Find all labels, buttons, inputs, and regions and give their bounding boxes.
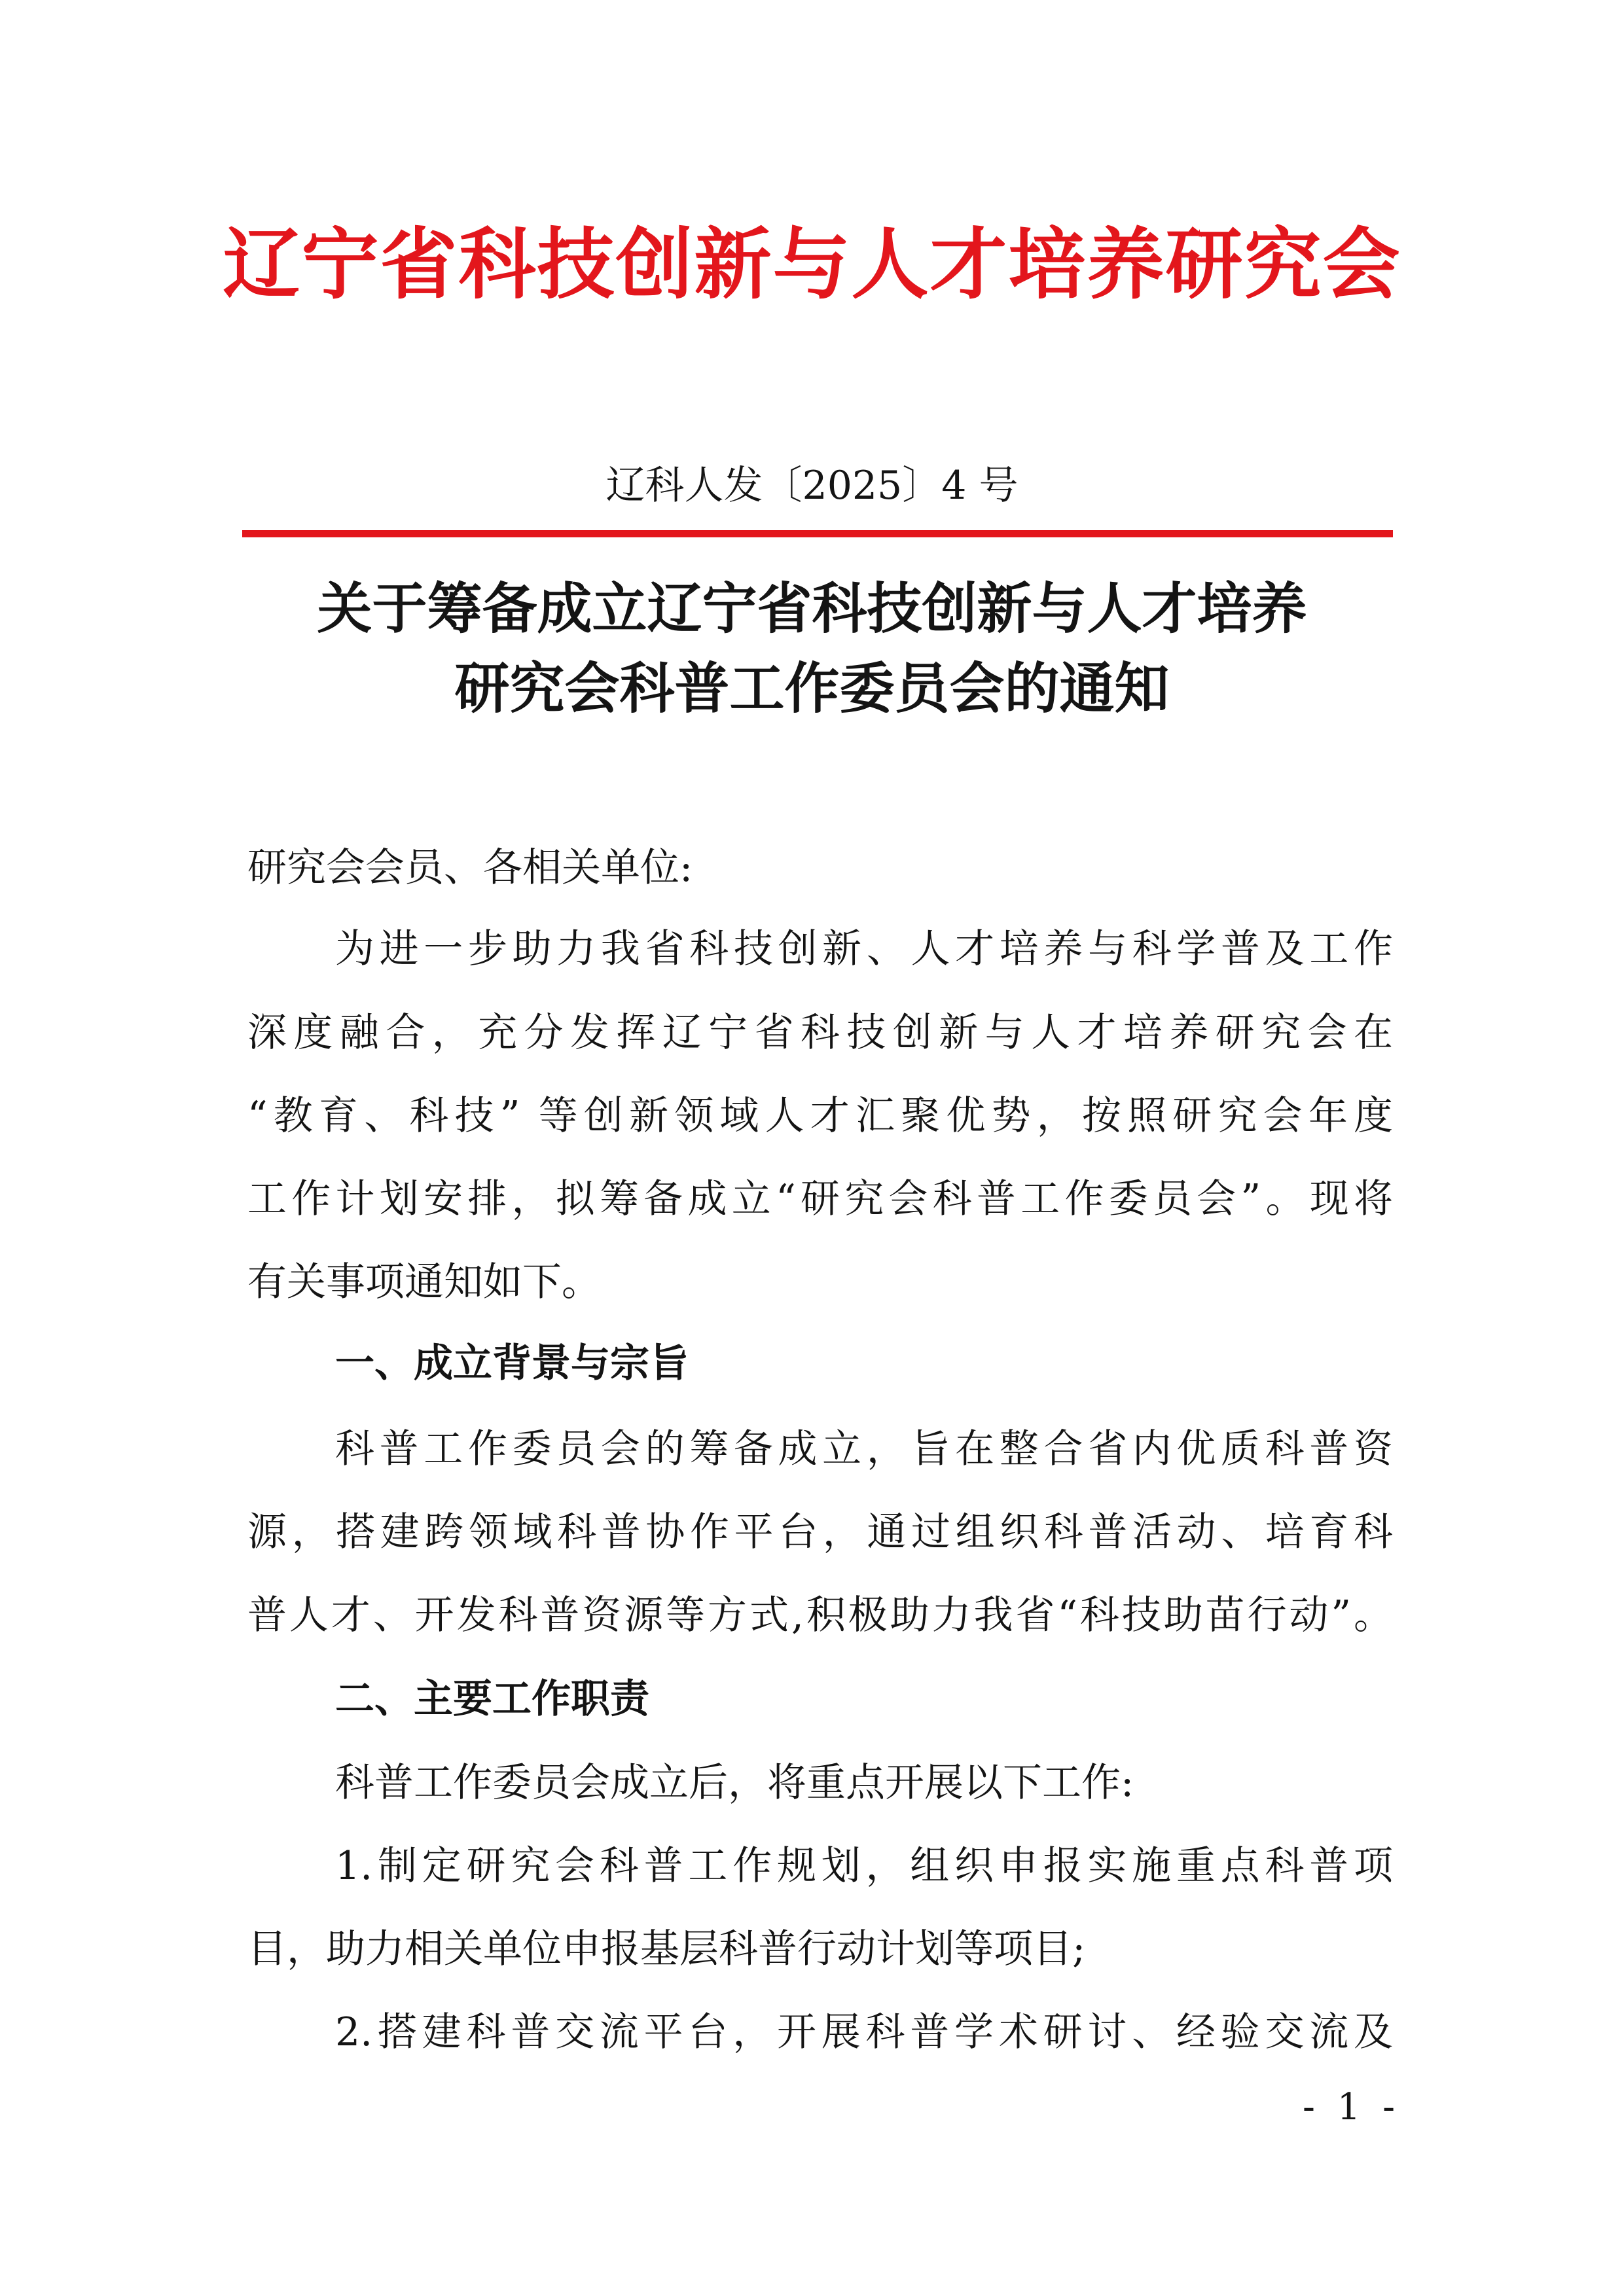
intro-line: 深度融合，充分发挥辽宁省科技创新与人才培养研究会在	[247, 1010, 1393, 1056]
section1-line: 科普工作委员会的筹备成立，旨在整合省内优质科普资	[335, 1426, 1393, 1472]
section-heading-2: 二、主要工作职责	[335, 1676, 649, 1722]
notice-title-line-1: 关于筹备成立辽宁省科技创新与人才培养	[317, 577, 1307, 641]
section1-line: 普人才、开发科普资源等方式,积极助力我省“科技助苗行动”。	[247, 1592, 1393, 1638]
section2-line: 科普工作委员会成立后，将重点开展以下工作:	[335, 1760, 1134, 1806]
document-number: 辽科人发〔2025〕4 号	[605, 463, 1019, 509]
salutation: 研究会会员、各相关单位:	[247, 845, 693, 891]
notice-title-line-2: 研究会科普工作委员会的通知	[454, 656, 1170, 721]
intro-line: 为进一步助力我省科技创新、人才培养与科学普及工作	[335, 926, 1393, 972]
red-divider	[242, 530, 1393, 537]
section2-line: 目，助力相关单位申报基层科普行动计划等项目;	[247, 1926, 1086, 1972]
section2-line: 2.搭建科普交流平台，开展科普学术研讨、经验交流及	[335, 2009, 1393, 2055]
intro-line: “教育、科技” 等创新领域人才汇聚优势，按照研究会年度	[247, 1093, 1393, 1139]
section-heading-1: 一、成立背景与宗旨	[335, 1340, 689, 1386]
intro-line: 有关事项通知如下。	[247, 1259, 601, 1305]
intro-line: 工作计划安排，拟筹备成立“研究会科普工作委员会”。现将	[247, 1176, 1393, 1222]
section2-line: 1.制定研究会科普工作规划，组织申报实施重点科普项	[335, 1843, 1393, 1889]
section1-line: 源，搭建跨领域科普协作平台，通过组织科普活动、培育科	[247, 1509, 1393, 1555]
masthead-title: 辽宁省科技创新与人才培养研究会	[223, 219, 1401, 310]
page-number: - 1 -	[1303, 2086, 1401, 2128]
